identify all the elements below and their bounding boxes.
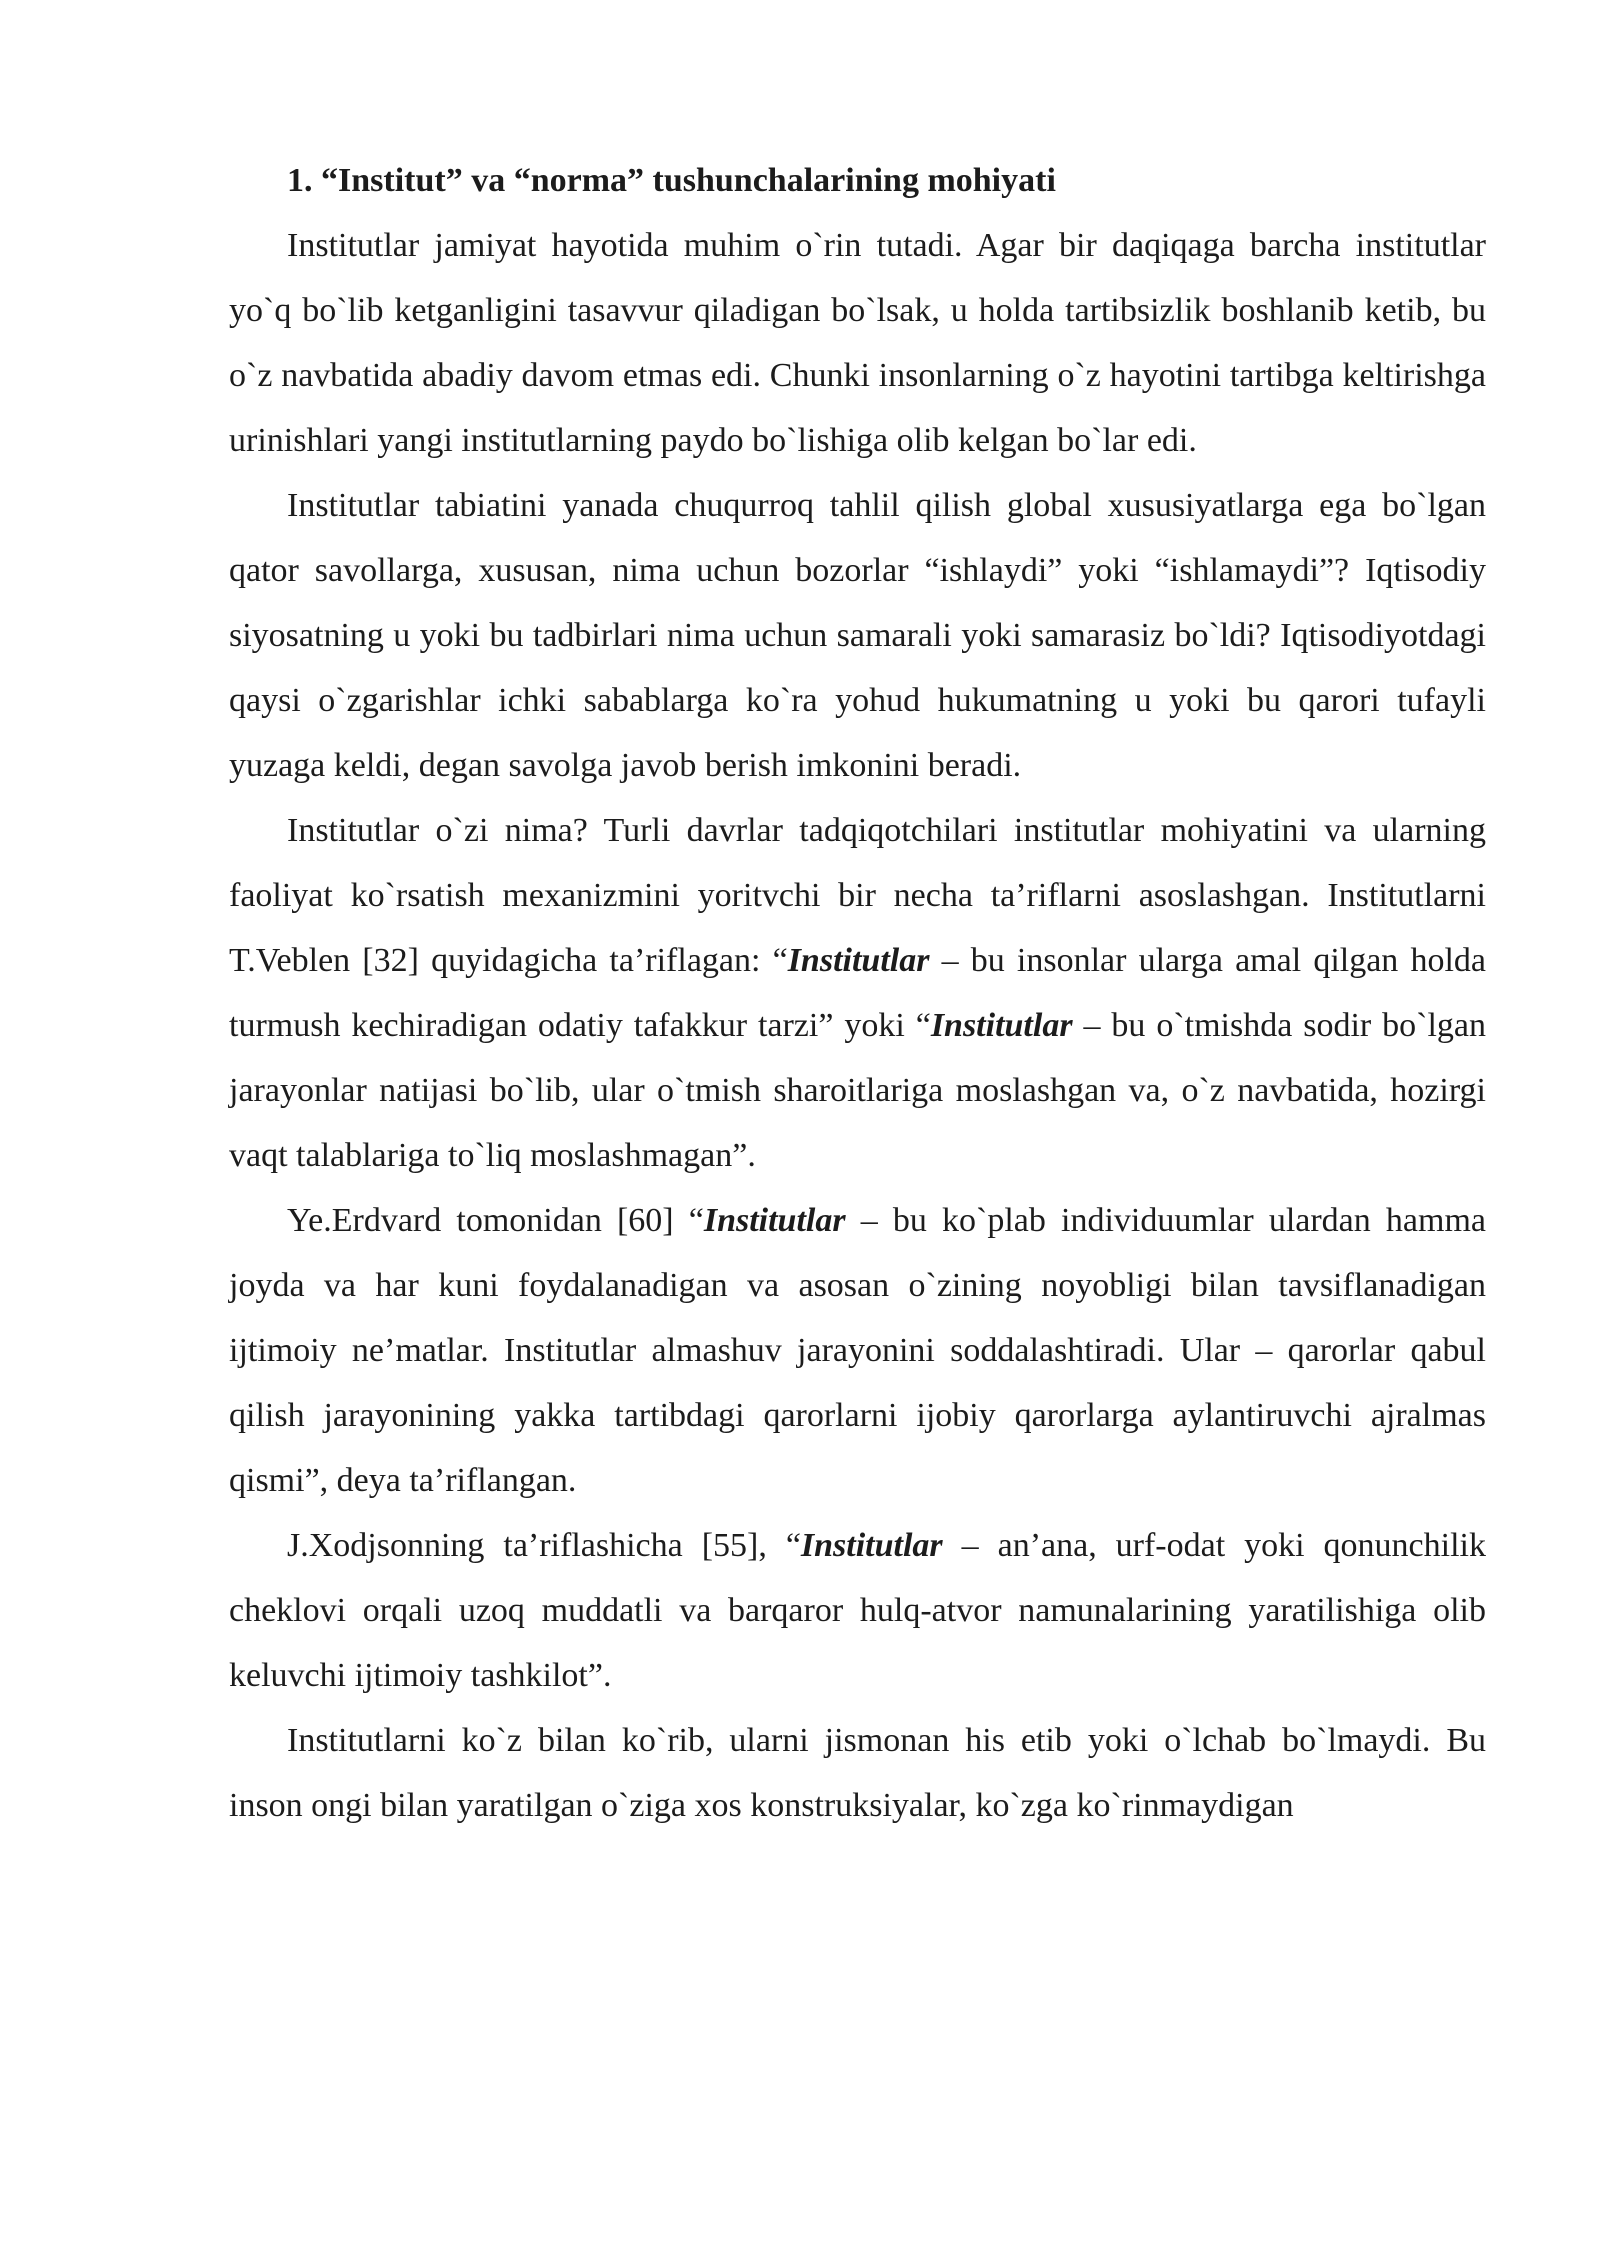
- paragraph-4: [229, 1188, 1486, 1513]
- paragraph-5-text-b: – an’ana, urf-odat yoki qonunchilik cheklovi orqali uzoq muddatli va barqaror hulq-atvor namunalarining yaratilishiga olib keluvchi ijtimoiy tashkilot”.: [229, 1527, 1486, 1694]
- paragraph-4-text-b: – bu ko`plab individuumlar ulardan hamma joyda va har kuni foydalanadigan va asosan o`zining noyobligi bilan tavsiflanadigan ijtimoiy ne’matlar. Institutlar almashuv jarayonini soddalashtiradi. Ular – qarorlar qabul qilish jarayonining yakka tartibdagi qarorlarni ijobiy qarorlarga aylantiruvchi ajralmas qismi”, deya ta’riflangan.: [229, 1202, 1486, 1499]
- paragraph-3-text-b: – bu insonlar ularga amal qilgan holda turmush kechiradigan odatiy tafakkur tarzi” yoki “: [229, 942, 1486, 1044]
- section-heading: 1. “Institut” va “norma” tushunchalarining mohiyati: [287, 162, 1056, 199]
- paragraph-3-text-c: – bu o`tmishda sodir bo`lgan jarayonlar natijasi bo`lib, ular o`tmish sharoitlariga moslashgan va, o`z navbatida, hozirgi vaqt talablariga to`liq moslashmagan”.: [229, 1007, 1486, 1174]
- term-institutlar: Institutlar: [703, 1202, 846, 1239]
- paragraph-3-text-a: Institutlar o`zi nima? Turli davrlar tadqiqotchilari institutlar mohiyatini va ularning faoliyat ko`rsatish mexanizmini yoritvchi bir necha ta’riflarni asoslashgan. Institutlarni T.Veblen [32] quyidagicha ta’riflagan: “: [229, 812, 1486, 979]
- paragraph-5-text-a: J.Xodjsonning ta’riflashicha [55], “: [287, 1527, 801, 1564]
- paragraph-4-text-a: Ye.Erdvard tomonidan [60] “: [287, 1202, 704, 1239]
- paragraph-5: [229, 1513, 1486, 1708]
- term-institutlar: Institutlar: [930, 1007, 1073, 1044]
- term-institutlar: Institutlar: [800, 1527, 943, 1564]
- paragraph-2: Institutlar tabiatini yanada chuqurroq tahlil qilish global xususiyatlarga ega bo`lgan qator savollarga, xususan, nima uchun bozorlar “ishlaydi” yoki “ishlamaydi”? Iqtisodiy siyosatning u yoki bu tadbirlari nima uchun samarali yoki samarasiz bo`ldi? Iqtisodiyotdagi qaysi o`zgarishlar ichki sabablarga ko`ra yohud hukumatning u yoki bu qarori tufayli yuzaga keldi, degan savolga javob berish imkonini beradi.: [229, 487, 1486, 784]
- document-page: [229, 148, 1486, 1838]
- paragraph-3: [229, 798, 1486, 1188]
- paragraph-6: Institutlarni ko`z bilan ko`rib, ularni jismonan his etib yoki o`lchab bo`lmaydi. Bu inson ongi bilan yaratilgan o`ziga xos konstruksiyalar, ko`zga ko`rinmaydigan: [229, 1722, 1486, 1824]
- paragraph-1: Institutlar jamiyat hayotida muhim o`rin tutadi. Agar bir daqiqaga barcha institutlar yo`q bo`lib ketganligini tasavvur qiladigan bo`lsak, u holda tartibsizlik boshlanib ketib, bu o`z navbatida abadiy davom etmas edi. Chunki insonlarning o`z hayotini tartibga keltirishga urinishlari yangi institutlarning paydo bo`lishiga olib kelgan bo`lar edi.: [229, 227, 1486, 459]
- term-institutlar: Institutlar: [787, 942, 930, 979]
